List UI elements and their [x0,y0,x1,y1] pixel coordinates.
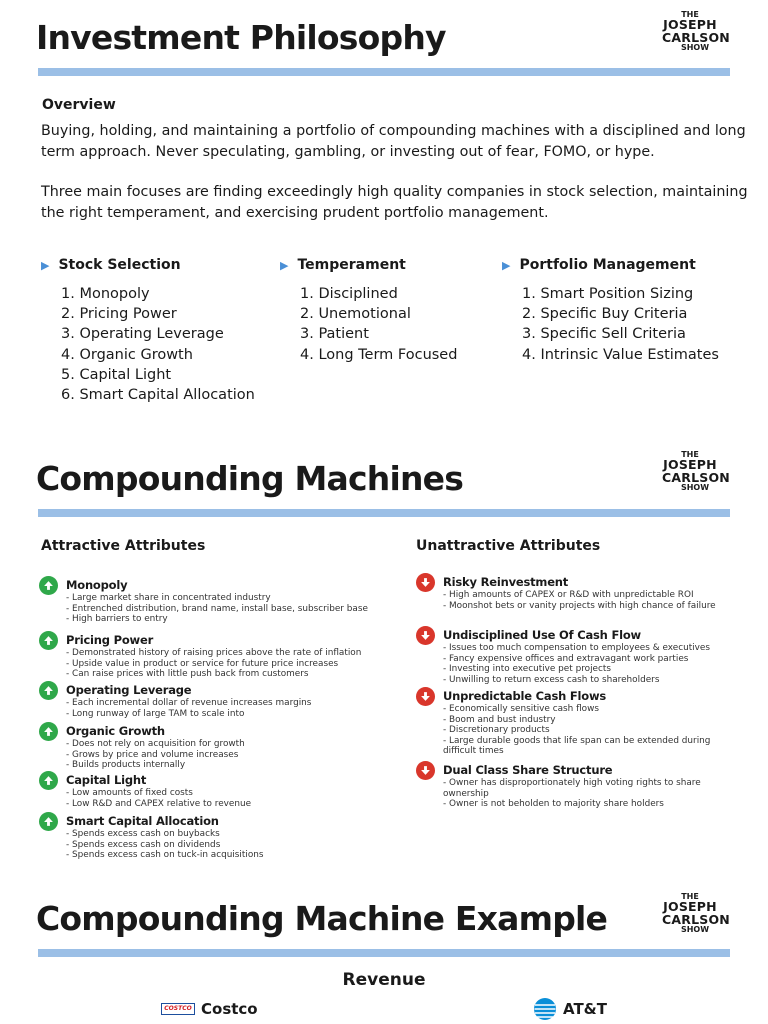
attribute-line: - High amounts of CAPEX or R&D with unpredictable ROI [443,590,694,600]
column-heading: Portfolio Management [519,257,696,273]
attribute-line: - High barriers to entry [66,614,168,625]
attribute-title: Organic Growth [66,724,165,738]
brand-logo: THE JOSEPH CARLSON SHOW [662,450,730,492]
list-item: 2. Unemotional [300,306,411,323]
focus-paragraph: Three main focuses are finding exceedingly high quality companies in stock selection, maintaining the right temperament, and exercising prudent portfolio management. [41,184,748,221]
attribute-line: - Spends excess cash on tuck-in acquisitions [66,850,264,861]
list-item: 1. Monopoly [61,286,150,302]
attribute-line: - Owner has disproportionately high voting rights to share ownership [443,778,701,799]
arrow-down-circle-icon [416,761,435,780]
attribute-line: - Investing into executive pet projects [443,664,611,675]
column-heading: Stock Selection [58,257,181,273]
section-divider [38,509,730,517]
company-att [533,997,607,1021]
attribute-line: - Builds products internally [66,760,186,771]
section-divider [38,68,730,76]
attribute-line: - Can raise prices with little push back from customers [66,669,309,680]
attribute-line: - Spends excess cash on buybacks [66,829,220,839]
attribute-line: - Entrenched distribution, brand name, install base, subscriber base [66,603,368,614]
list-item: 3. Operating Leverage [61,326,224,343]
triangle-right-icon: ▶ [280,258,289,272]
attribute-line: - Upside value in product or service for future price increases [66,658,339,669]
section-title: Compounding Machines [36,459,464,498]
attractive-heading: Attractive Attributes [41,538,206,554]
column-stock-selection [40,257,255,405]
company-costco [161,1000,258,1018]
attribute-title: Monopoly [66,578,128,592]
attribute-title: Operating Leverage [66,683,192,697]
revenue-heading: Revenue [342,970,426,990]
attribute-line: - Large durable goods that life span can be extended during difficult times [443,735,711,757]
attribute-line: - Boom and bust industry [443,714,556,725]
company-name: AT&T [563,1000,607,1018]
attribute-line: - Issues too much compensation to employees & executives [443,643,710,653]
overview-heading: Overview [42,97,116,113]
section-title: Compounding Machine Example [36,899,608,938]
arrow-up-circle-icon [39,631,58,650]
attribute-line: - Low R&D and CAPEX relative to revenue [66,798,252,809]
section-divider [38,949,730,957]
attribute-line: - Unwilling to return excess cash to shareholders [443,674,660,685]
attribute-line: - Each incremental dollar of revenue increases margins [66,698,312,708]
company-name: Costco [201,1000,258,1018]
attribute-line: - Fancy expensive offices and extravagant work parties [443,653,689,664]
page-title: Investment Philosophy [36,18,446,57]
attribute-line: - Owner is not beholden to majority share holders [443,799,664,810]
attribute-line: - Demonstrated history of raising prices above the rate of inflation [66,648,362,658]
attribute-line: - Long runway of large TAM to scale into [66,708,245,719]
arrow-up-circle-icon [39,722,58,741]
attribute-line: - Moonshot bets or vanity projects with high chance of failure [443,600,716,611]
list-item: 3. Specific Sell Criteria [522,326,686,343]
attribute-line: - Grows by price and volume increases [66,749,239,760]
attribute-title: Unpredictable Cash Flows [443,689,607,703]
brand-logo: THE JOSEPH CARLSON SHOW [662,892,730,934]
attribute-title: Capital Light [66,773,147,787]
arrow-up-circle-icon [39,576,58,595]
list-item: 4. Organic Growth [61,346,193,363]
triangle-right-icon: ▶ [41,258,50,272]
arrow-down-circle-icon [416,573,435,592]
list-item: 2. Pricing Power [61,306,177,323]
arrow-up-circle-icon [39,812,58,831]
list-item: 1. Disciplined [300,286,398,302]
arrow-down-circle-icon [416,626,435,645]
attribute-title: Pricing Power [66,633,154,647]
att-globe-icon [533,997,557,1021]
brand-logo: THE JOSEPH CARLSON SHOW [662,10,730,52]
attribute-line: - Large market share in concentrated industry [66,593,271,603]
attribute-line: - Spends excess cash on dividends [66,839,221,850]
column-portfolio-management [501,257,719,365]
list-item: 3. Patient [300,326,369,343]
list-item: 6. Smart Capital Allocation [61,387,255,404]
attribute-line: - Does not rely on acquisition for growth [66,739,245,749]
costco-logo: COSTCO [161,1003,195,1015]
list-item: 2. Specific Buy Criteria [522,306,688,323]
column-heading: Temperament [297,257,406,273]
triangle-right-icon: ▶ [502,258,511,272]
column-temperament [279,257,457,365]
list-item: 4. Long Term Focused [300,346,458,363]
arrow-down-circle-icon [416,687,435,706]
arrow-up-circle-icon [39,681,58,700]
arrow-up-circle-icon [39,771,58,790]
attribute-line: - Economically sensitive cash flows [443,704,599,714]
list-item: 1. Smart Position Sizing [522,286,694,302]
attribute-title: Smart Capital Allocation [66,814,219,828]
attribute-title: Risky Reinvestment [443,575,569,589]
attribute-title: Undisciplined Use Of Cash Flow [443,628,641,642]
attribute-line: - Low amounts of fixed costs [66,788,193,798]
overview-paragraph: Buying, holding, and maintaining a portfolio of compounding machines with a disciplined and long term approach. Never speculating, gambling, or investing out of fear, FOMO, or hype. [41,123,746,160]
attribute-line: - Discretionary products [443,725,550,736]
list-item: 4. Intrinsic Value Estimates [522,346,719,363]
unattractive-heading: Unattractive Attributes [416,538,601,554]
list-item: 5. Capital Light [61,366,172,383]
attribute-title: Dual Class Share Structure [443,763,613,777]
